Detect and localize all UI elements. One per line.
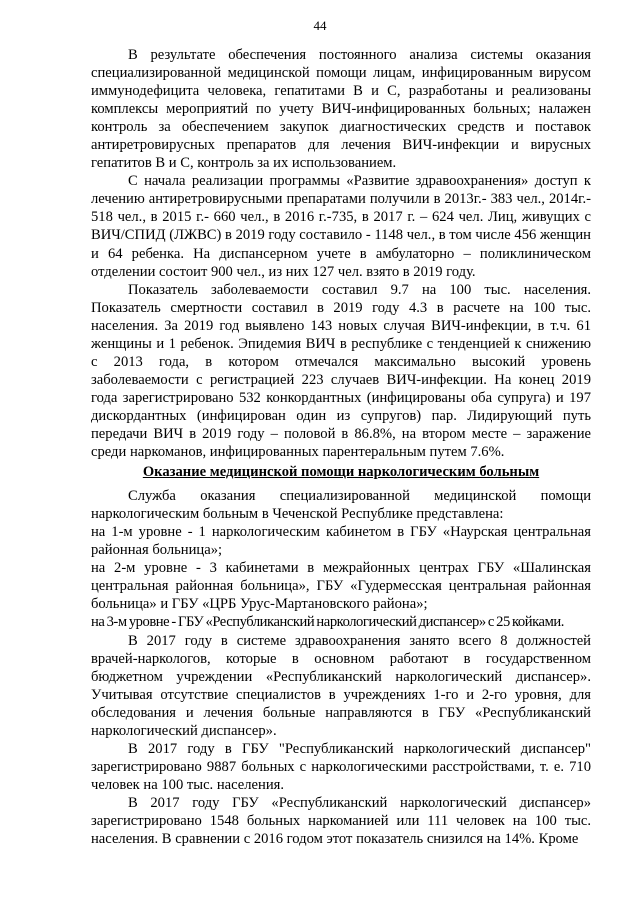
- paragraph-level-3: на 3-м уровне - ГБУ «Республиканский наркологический диспансер» с 25 койками.: [91, 614, 564, 631]
- page-body: [91, 46, 591, 848]
- paragraph-service-intro: Служба оказания специализированной медицинской помощи наркологическим больным в Чеченской Республике представлена:: [91, 488, 591, 523]
- paragraph-level-2: на 2-м уровне - 3 кабинетами в межрайонных центрах ГБУ «Шалинская центральная районная больница», ГБУ «Гудермесская центральная районная больница» и ГБУ «ЦРБ Урус-Мартановского района»;: [91, 560, 591, 613]
- paragraph-level-1: на 1-м уровне - 1 наркологическим кабинетом в ГБУ «Наурская центральная районная больница»;: [91, 524, 591, 559]
- section-heading: Оказание медицинской помощи наркологическим больным: [142, 464, 540, 481]
- paragraph-hiv-statistics: Показатель заболеваемости составил 9.7 на 100 тыс. населения. Показатель смертности составил в 2019 году 4.3 в расчете на 100 тыс. населения. За 2019 год выявлено 143 новых случая ВИЧ-инфекции, в т.ч. 61 женщины и 1 ребенок. Эпидемия ВИЧ в республике с тенденцией к снижению с 2013 года, в котором отмечался максимально высокий уровень заболеваемости с регистрацией 223 случаев ВИЧ-инфекции. На конец 2019 года зарегистрировано 532 конкордантных (инфицированы оба супруга) и 197 дискордантных (инфицирован один из супругов) пар. Лидирующий путь передачи ВИЧ в 2019 году – половой в 86.8%, на втором месте – заражение среди наркоманов, инфицированных парентеральным путем 7.6%.: [91, 281, 591, 461]
- paragraph-narcologists-staff: В 2017 году в системе здравоохранения занято всего 8 должностей врачей-наркологов, которые в основном работают в государственном бюджетном учреждении «Республиканский наркологический диспансер». Учитывая отсутствие специалистов в учреждениях 1-го и 2-го уровня, для обследования и лечения больные направляются в ГБУ «Республиканский наркологический диспансер».: [91, 632, 591, 739]
- paragraph-drug-addiction: В 2017 году ГБУ «Республиканский наркологический диспансер» зарегистрировано 1548 больных наркоманией или 111 человек на 100 тыс. населения. В сравнении с 2016 годом этот показатель снизился на 14%. Кроме: [91, 794, 591, 848]
- paragraph-registered-patients: В 2017 году в ГБУ "Республиканский наркологический диспансер" зарегистрировано 9887 больных с наркологическими расстройствами, т. е. 710 человек на 100 тыс. населения.: [91, 740, 591, 793]
- page-number: 44: [313, 18, 327, 33]
- paragraph-hiv-monitoring: В результате обеспечения постоянного анализа системы оказания специализированной медицинской помощи лицам, инфицированным вирусом иммунодефицита человека, гепатитами В и С, разработаны и реализованы комплексы мероприятий по учету ВИЧ-инфицированных больных; налажен контроль за обеспечением закупок диагностических средств и поставок антиретровирусных препаратов для лечения ВИЧ-инфекции и вирусных гепатитов В и С, контроль за их использованием.: [91, 47, 591, 172]
- paragraph-art-access: С начала реализации программы «Развитие здравоохранения» доступ к лечению антиретровирусными препаратами получили в 2013г.- 383 чел., 2014г.- 518 чел., в 2015 г.- 660 чел., в 2016 г.-735, в 2017 г. – 624 чел. Лиц, живущих с ВИЧ/СПИД (ЛЖВС) в 2019 году составило - 1148 чел., в том числе 456 женщин и 64 ребенка. На диспансерном учете в амбулаторно – поликлиническом отделении состоит 900 чел., из них 127 чел. взято в 2019 году.: [91, 173, 591, 280]
